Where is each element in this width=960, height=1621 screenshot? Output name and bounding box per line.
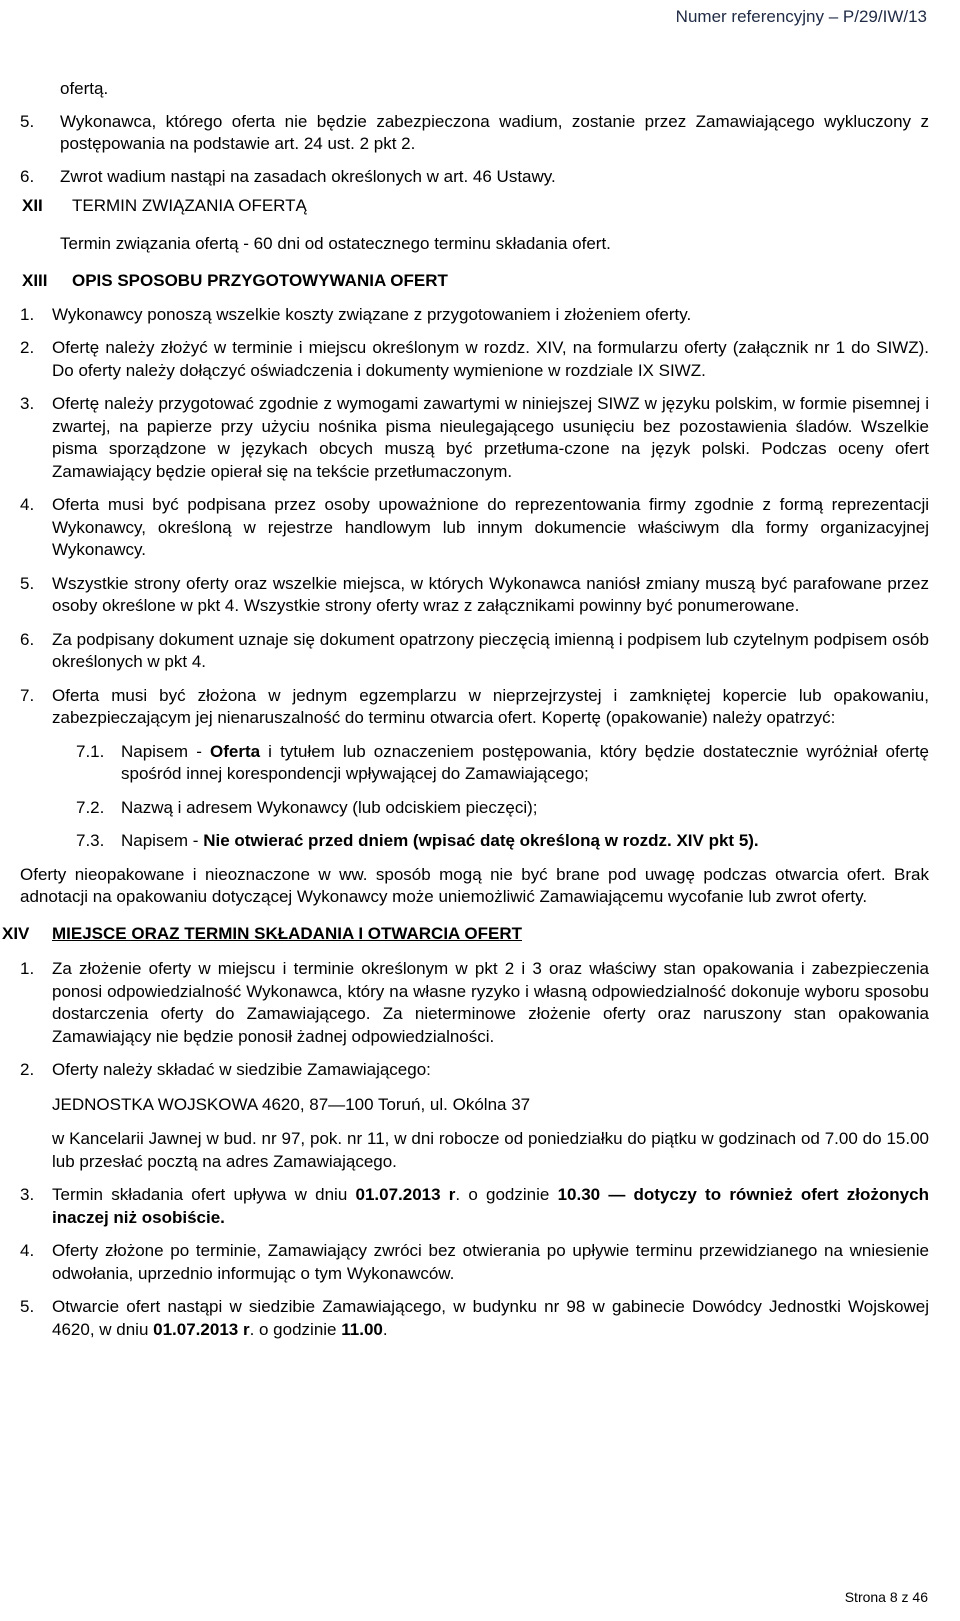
list-item xyxy=(11,573,929,618)
section-title: MIEJSCE ORAZ TERMIN SKŁADANIA I OTWARCIA OFERT xyxy=(52,923,523,943)
section-number: XIII xyxy=(22,271,48,290)
section-number: XII xyxy=(22,196,43,215)
item-text: Za złożenie oferty w miejscu i terminie określonym w pkt 2 i 3 oraz właściwy stan opakowania i zabezpieczenia ponosi odpowiedzialność Wykonawca, który na własne ryzyko i własną odpowiedzialność dokonuje wyboru sposobu dostarczenia oferty do Zamawiającego. Za nieterminowe złożenie oferty oraz naruszony stan opakowania Zamawiający nie będzie ponosił żadnej odpowiedzialności. xyxy=(52,959,929,1046)
sub-item-number: 7.2. xyxy=(76,797,105,817)
section-heading-xii xyxy=(11,195,929,218)
item-number: 2. xyxy=(20,1060,35,1079)
item-text: Oferty należy składać w siedzibie Zamawiającego: xyxy=(52,1060,431,1079)
item-number: 4. xyxy=(20,495,35,514)
sub-item-number: 7.3. xyxy=(76,831,105,850)
item-text: Wykonawcy ponoszą wszelkie koszty związane z przygotowaniem i złożeniem oferty. xyxy=(52,304,692,324)
document-body xyxy=(2,78,929,1341)
item-text: Ofertę należy przygotować zgodnie z wymogami zawartymi w niniejszej SIWZ w języku polskim, w formie pisemnej i zwartej, na papierze przy użyciu nośnika pisma nieulegającego usunięciu bez pozostawienia śladów. Wszelkie pisma sporządzone w językach obcych muszą być przetłuma-czone na język polski. Podczas oceny ofert Zamawiający będzie opierał się na tekście przetłumaczonym. xyxy=(52,394,929,481)
section-heading-xiv xyxy=(2,923,929,946)
item-number: 7. xyxy=(20,685,35,705)
item-number: 3. xyxy=(20,1185,35,1204)
item-number: 6. xyxy=(20,629,35,649)
list-item xyxy=(11,1296,929,1341)
item-text: Wszystkie strony oferty oraz wszelkie miejsca, w których Wykonawca naniósł zmiany muszą być parafowane przez osoby określone w pkt 4. Wszystkie strony oferty wraz z załącznikami powinny być ponumerowane. xyxy=(52,573,929,615)
section-title: TERMIN ZWIĄZANIA OFERTĄ xyxy=(72,196,307,215)
list-item xyxy=(11,393,929,483)
list-item xyxy=(11,1240,929,1285)
page-number: Strona 8 z 46 xyxy=(844,1589,928,1605)
list-item xyxy=(11,1059,929,1173)
paragraph: Termin związania ofertą - 60 dni od ostatecznego terminu składania ofert. xyxy=(60,233,611,253)
sub-item-text: Napisem - Nie otwierać przed dniem (wpisać datę określoną w rozdz. XIV pkt 5). xyxy=(121,831,759,850)
section-title: OPIS SPOSOBU PRZYGOTOWYWANIA OFERT xyxy=(72,271,448,290)
sub-item-text: Nazwą i adresem Wykonawcy (lub odciskiem pieczęci); xyxy=(121,797,538,817)
list-item xyxy=(11,629,929,674)
item-text: Za podpisany dokument uznaje się dokument opatrzony pieczęcią imienną i podpisem lub czytelnym podpisem osób określonych w pkt 4. xyxy=(52,629,929,671)
sub-item-number: 7.1. xyxy=(76,741,105,761)
reference-number: Numer referencyjny – P/29/IW/13 xyxy=(675,7,927,26)
address-line: JEDNOSTKA WOJSKOWA 4620, 87—100 Toruń, ul. Okólna 37 xyxy=(52,1094,531,1114)
list-item xyxy=(11,685,929,730)
list-item xyxy=(11,304,929,327)
item-number: 4. xyxy=(20,1241,35,1260)
item-number: 2. xyxy=(20,338,35,357)
section-heading-xiii xyxy=(11,270,929,293)
item-number: 3. xyxy=(20,394,35,413)
list-item xyxy=(11,958,929,1048)
item-text: Ofertę należy złożyć w terminie i miejscu określonym w rozdz. XIV, na formularzu oferty (załącznik nr 1 do SIWZ). Do oferty należy dołączyć oświadczenia i dokumenty wymienione w rozdziale IX SIWZ. xyxy=(52,338,929,380)
item-text: Zwrot wadium nastąpi na zasadach określonych w art. 46 Ustawy. xyxy=(60,166,556,186)
list-item xyxy=(11,337,929,382)
item-number: 5. xyxy=(20,1297,35,1316)
item-text: Oferta musi być złożona w jednym egzemplarzu w nieprzejrzystej i zamkniętej kopercie lub opakowaniu, zabezpieczającym jej nienaruszalność do terminu otwarcia ofert. Kopertę (opakowanie) należy opatrzyć: xyxy=(52,685,929,727)
sub-item xyxy=(11,797,929,820)
list-item xyxy=(11,111,929,156)
sub-item-text: Napisem - Oferta i tytułem lub oznaczeniem postępowania, który będzie dostatecznie wyróżniał ofertę spośród innej korespondencji wpływającej do Zamawiającego; xyxy=(121,741,929,783)
continuation-text: ofertą. xyxy=(60,79,109,98)
list-item xyxy=(11,166,929,189)
item-text: Oferty złożone po terminie, Zamawiający zwróci bez otwierania po upływie terminu przewidzianego na wniesienie odwołania, uprzednio informując o tym Wykonawców. xyxy=(52,1241,929,1283)
sub-item xyxy=(11,830,929,853)
item-number: 1. xyxy=(20,959,35,978)
item-text: Termin składania ofert upływa w dniu 01.07.2013 r. o godzinie 10.30 — dotyczy to również ofert złożonych inaczej niż osobiście. xyxy=(52,1185,929,1227)
list-item xyxy=(11,1184,929,1229)
item-number: 1. xyxy=(20,304,35,324)
item-text: Oferta musi być podpisana przez osoby upoważnione do reprezentowania firmy zgodnie z formą reprezentacji Wykonawcy, określoną w rejestrze handlowym lub innym dokumencie właściwym dla formy organizacyjnej Wykonawcy. xyxy=(52,495,929,559)
closing-paragraph: Oferty nieopakowane i nieoznaczone w ww. sposób mogą nie być brane pod uwagę podczas otwarcia ofert. Brak adnotacji na opakowaniu dotyczącej Wykonawcy może uniemożliwić Zamawiającemu wycofanie lub zwrot oferty. xyxy=(20,864,929,906)
item-text: Wykonawca, którego oferta nie będzie zabezpieczona wadium, zostanie przez Zamawiającego wykluczony z postępowania na podstawie art. 24 ust. 2 pkt 2. xyxy=(60,111,929,153)
item-number: 6. xyxy=(20,166,35,186)
item-number: 5. xyxy=(20,111,35,131)
section-number: XIV xyxy=(2,923,30,943)
item-text: Otwarcie ofert nastąpi w siedzibie Zamawiającego, w budynku nr 98 w gabinecie Dowódcy Jednostki Wojskowej 4620, w dniu 01.07.2013 r. o godzinie 11.00. xyxy=(52,1297,929,1339)
sub-item xyxy=(11,741,929,786)
list-item xyxy=(11,494,929,562)
item-number: 5. xyxy=(20,573,35,593)
office-hours: w Kancelarii Jawnej w bud. nr 97, pok. nr 11, w dni robocze od poniedziałku do piątku w godzinach od 7.00 do 15.00 lub przesłać pocztą na adres Zamawiającego. xyxy=(52,1129,929,1171)
